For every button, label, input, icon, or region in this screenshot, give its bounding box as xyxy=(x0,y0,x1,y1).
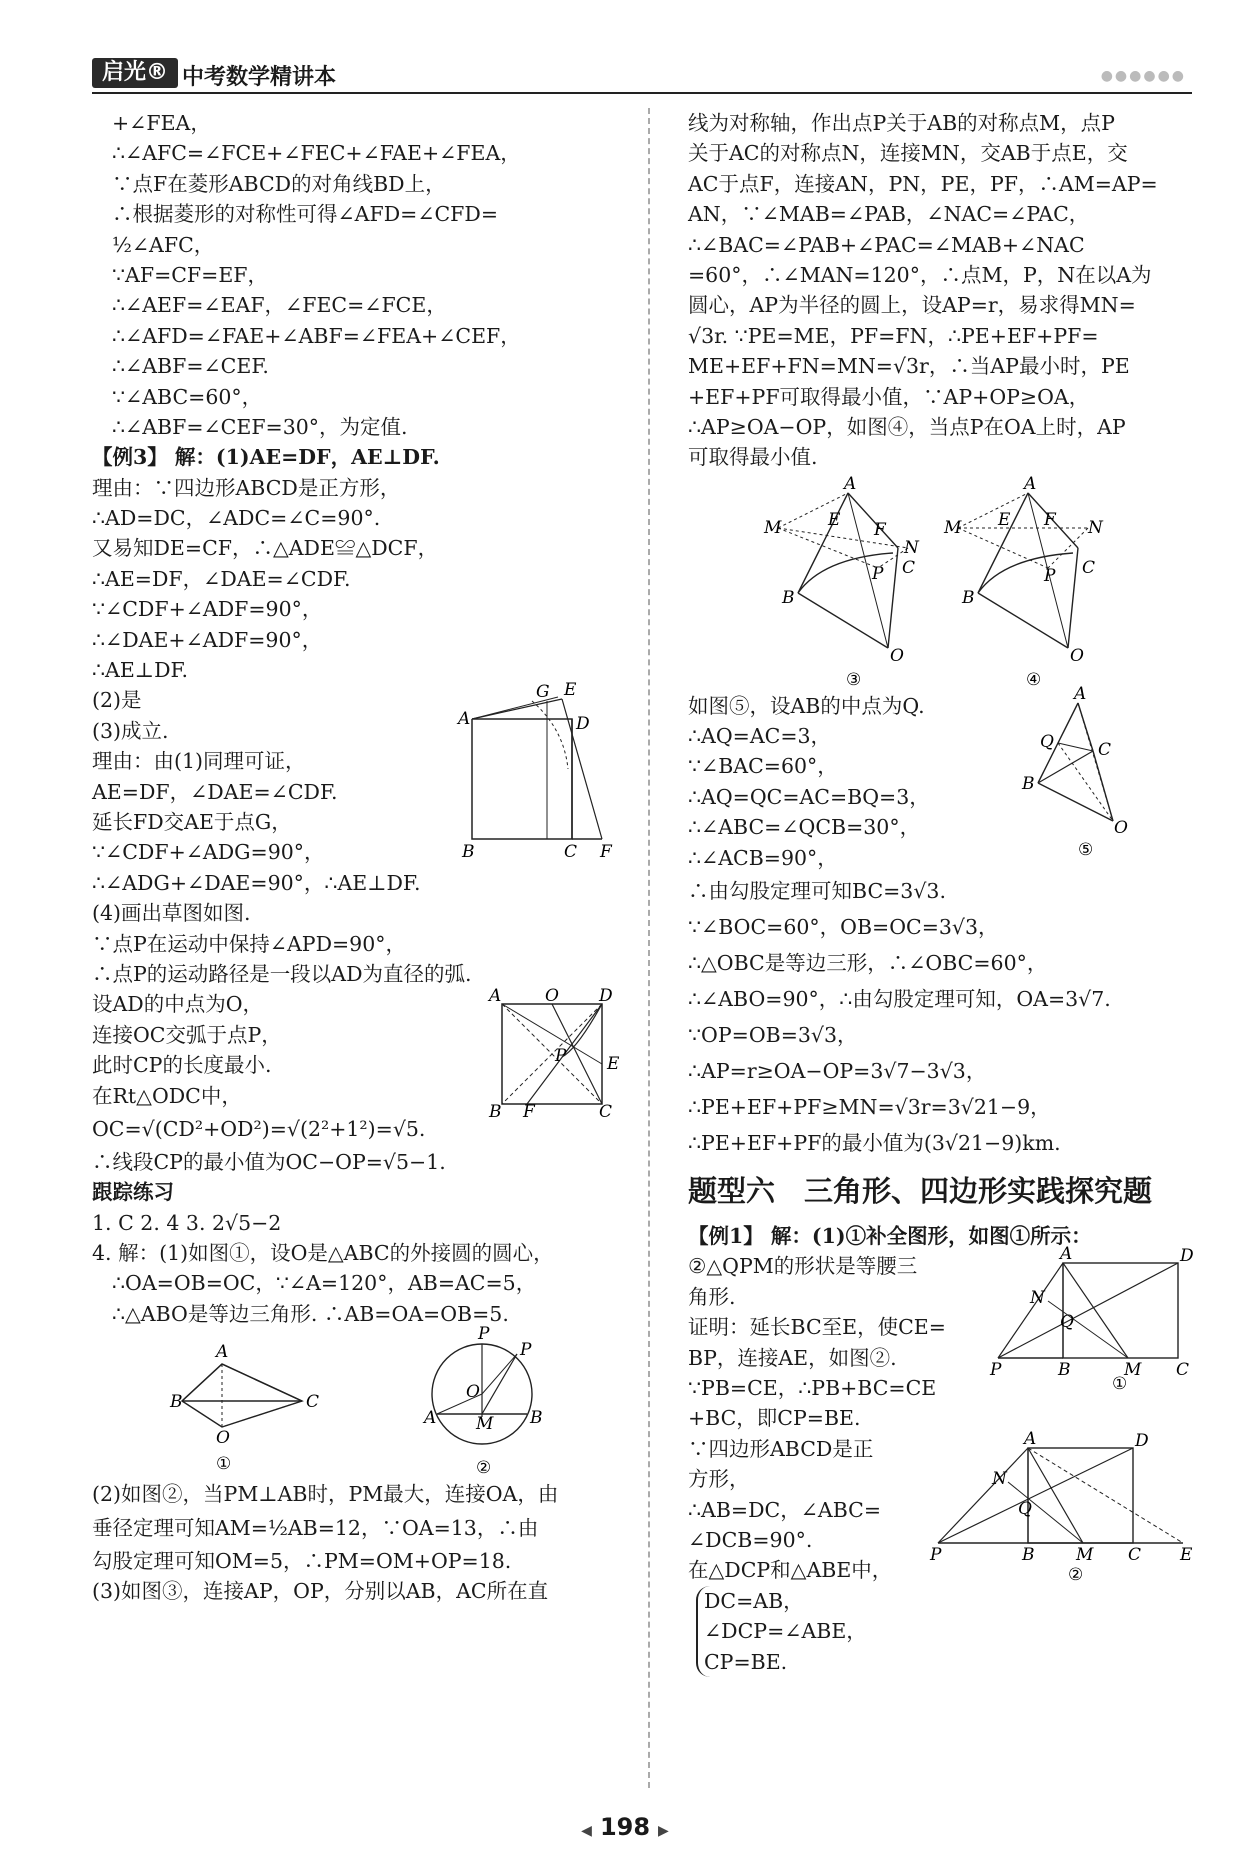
label-B: B xyxy=(782,587,795,608)
label-O: O xyxy=(466,1382,480,1403)
label-B: B xyxy=(962,587,975,608)
figure-3 xyxy=(764,473,938,690)
fig-caption-ex1-1: ① xyxy=(1112,1374,1128,1395)
label-P1: P xyxy=(478,1324,490,1345)
text-line: BP，连接AE，如图②. xyxy=(688,1345,897,1370)
label-P: P xyxy=(872,563,884,584)
figure-square-arc xyxy=(487,986,627,1123)
text-line: ∠DCP=∠ABE， xyxy=(704,1619,867,1644)
text-line: ∴∠ABF=∠CEF=30°，为定值. xyxy=(112,414,408,439)
publisher-logo: 启光® xyxy=(92,58,178,88)
text-line: 垂径定理可知AM=½AB=12，∵OA=13，∴由 xyxy=(92,1515,539,1540)
label-Q: Q xyxy=(1040,731,1054,752)
label-E: E xyxy=(564,680,577,701)
label-B: B xyxy=(170,1392,183,1413)
text-line: (3)成立. xyxy=(92,718,169,743)
label-A: A xyxy=(424,1408,437,1429)
text-line: 此时CP的长度最小. xyxy=(92,1053,272,1078)
label-C: C xyxy=(564,842,578,863)
figure-1-rhombus xyxy=(172,1339,342,1474)
label-P: P xyxy=(555,1046,567,1067)
label-G: G xyxy=(536,682,550,703)
text-line: 圆心，AP为半径的圆上，设AP=r，易求得MN= xyxy=(688,293,1136,318)
example-3-heading: 【例3】 解：(1)AE=DF，AE⊥DF. xyxy=(92,445,440,470)
label-Q: Q xyxy=(1018,1498,1032,1519)
text-line: ∵PB=CE，∴PB+BC=CE xyxy=(688,1375,937,1400)
label-O: O xyxy=(545,986,559,1007)
text-line: √3r. ∵PE=ME，PF=FN，∴PE+EF+PF= xyxy=(688,323,1099,348)
text-line: ∵∠ABC=60°， xyxy=(112,384,263,409)
text-line: ∴AE⊥DF. xyxy=(92,658,189,683)
text-line: ∴由勾股定理可知BC=3√3. xyxy=(688,879,946,904)
text-line: AC于点F，连接AN，PN，PE，PF，∴AM=AP= xyxy=(688,171,1158,196)
fig-caption-1: ① xyxy=(216,1454,232,1475)
fig-caption-5: ⑤ xyxy=(1078,839,1094,860)
label-O: O xyxy=(1114,817,1128,838)
fig-caption-ex1-2: ② xyxy=(1068,1564,1084,1585)
next-arrow-icon: ▶ xyxy=(658,1823,669,1839)
text-line: ∴PE+EF+PF的最小值为(3√21−9)km. xyxy=(688,1131,1061,1156)
text-line: 设AD的中点为O， xyxy=(92,992,264,1017)
label-E: E xyxy=(1180,1544,1193,1565)
label-P2: P xyxy=(520,1340,532,1361)
label-B: B xyxy=(1058,1360,1071,1381)
text-line: ∵∠BAC=60°， xyxy=(688,754,838,779)
label-O: O xyxy=(890,645,904,666)
text-line: 理由：由(1)同理可证， xyxy=(92,749,306,774)
text-line: 4. 解：(1)如图①，设O是△ABC的外接圆的圆心， xyxy=(92,1241,554,1266)
text-line: =60°，∴∠MAN=120°，∴点M，P，N在以A为 xyxy=(688,262,1152,287)
text-line: ∵四边形ABCD是正 xyxy=(688,1436,874,1461)
text-line: ∴PE+EF+PF≥MN=√3r=3√21−9， xyxy=(688,1095,1051,1120)
label-D: D xyxy=(1135,1430,1149,1451)
text-line: ∴AP=r≥OA−OP=3√7−3√3， xyxy=(688,1059,987,1084)
label-A: A xyxy=(1024,1428,1037,1449)
label-M: M xyxy=(944,517,962,538)
label-C: C xyxy=(1082,557,1096,578)
text-line: ∴AP≥OA−OP，如图④，当点P在OA上时，AP xyxy=(688,414,1126,439)
label-E: E xyxy=(607,1054,620,1075)
label-A: A xyxy=(1060,1244,1073,1265)
label-F: F xyxy=(874,519,886,540)
text-line: ∴∠AFC=∠FCE+∠FEC+∠FAE+∠FEA， xyxy=(112,141,521,166)
text-line: ∴OA=OB=OC，∵∠A=120°，AB=AC=5， xyxy=(112,1271,537,1296)
label-M: M xyxy=(1076,1544,1094,1565)
label-O: O xyxy=(1070,645,1084,666)
text-line: ∵∠CDF+∠ADF=90°， xyxy=(92,597,323,622)
text-line: ∴AQ=AC=3， xyxy=(688,724,832,749)
label-N: N xyxy=(992,1468,1007,1489)
label-F: F xyxy=(523,1102,535,1123)
text-line: ∴∠ABF=∠CEF. xyxy=(112,354,269,379)
label-B: B xyxy=(1022,1544,1035,1565)
text-line: (4)画出草图如图. xyxy=(92,901,251,926)
label-M: M xyxy=(476,1414,494,1435)
practice-title: 跟踪练习 xyxy=(92,1180,174,1205)
text-line: ∴∠ABC=∠QCB=30°， xyxy=(688,815,921,840)
text-line: 勾股定理可知OM=5，∴PM=OM+OP=18. xyxy=(92,1548,512,1573)
label-M: M xyxy=(1124,1360,1142,1381)
text-line: 角形. xyxy=(688,1284,736,1309)
text-line: +EF+PF可取得最小值，∵AP+OP≥OA， xyxy=(688,384,1090,409)
book-title: 中考数学精讲本 xyxy=(182,65,337,90)
text-line: ∴线段CP的最小值为OC−OP=√5−1. xyxy=(92,1149,446,1174)
text-line: OC=√(CD²+OD²)=√(2²+1²)=√5. xyxy=(92,1116,426,1141)
text-line: ∴∠ACB=90°， xyxy=(688,845,838,870)
text-line: 关于AC的对称点N，连接MN，交AB于点E，交 xyxy=(688,141,1128,166)
text-line: ∵点F在菱形ABCD的对角线BD上， xyxy=(112,171,446,196)
label-P: P xyxy=(930,1544,942,1565)
figure-2-circle xyxy=(422,1324,562,1479)
right-column xyxy=(688,108,1202,1677)
page-number: 198 xyxy=(599,1813,651,1841)
label-A: A xyxy=(489,986,502,1007)
text-line: +BC，即CP=BE. xyxy=(688,1406,861,1431)
text-line: +∠FEA， xyxy=(112,111,211,135)
text-line: 连接OC交弧于点P， xyxy=(92,1022,282,1047)
column-divider xyxy=(648,108,650,1788)
label-N: N xyxy=(1088,517,1103,538)
text-line: ∴AD=DC，∠ADC=∠C=90°. xyxy=(92,506,381,531)
text-line: 1. C 2. 4 3. 2√5−2 xyxy=(92,1210,282,1235)
label-A: A xyxy=(1074,683,1087,704)
label-D: D xyxy=(1180,1246,1194,1267)
label-N: N xyxy=(904,537,919,558)
label-C: C xyxy=(1128,1544,1142,1565)
label-P: P xyxy=(1044,565,1056,586)
left-column xyxy=(92,108,632,1606)
text-line: 又易知DE=CF，∴△ADE≌△DCF， xyxy=(92,536,439,561)
text-line: ∴△OBC是等边三形，∴∠OBC=60°， xyxy=(688,951,1048,976)
label-C: C xyxy=(902,557,916,578)
figure-1-square-ex1 xyxy=(988,1244,1198,1395)
label-C: C xyxy=(1176,1360,1190,1381)
label-A: A xyxy=(216,1342,229,1363)
text-line: ½∠AFC， xyxy=(112,232,215,257)
label-M: M xyxy=(764,517,782,538)
text-line: ∴∠AFD=∠FAE+∠ABF=∠FEA+∠CEF， xyxy=(112,323,521,348)
label-D: D xyxy=(599,986,613,1007)
text-line: AN，∵∠MAB=∠PAB，∠NAC=∠PAC， xyxy=(688,202,1090,227)
text-line: ∵∠BOC=60°，OB=OC=3√3， xyxy=(688,915,999,940)
text-line: ∴∠DAE+∠ADF=90°， xyxy=(92,627,323,652)
figure-2-square-ex1 xyxy=(928,1428,1198,1585)
label-N: N xyxy=(1030,1288,1045,1309)
figure-4 xyxy=(944,473,1118,690)
text-line: (3)如图③，连接AP，OP，分别以AB，AC所在直 xyxy=(92,1579,549,1604)
label-A: A xyxy=(844,473,857,494)
label-D: D xyxy=(576,714,590,735)
text-line: ∴根据菱形的对称性可得∠AFD=∠CFD= xyxy=(112,202,499,227)
text-line: 在△DCP和△ABE中， xyxy=(688,1558,893,1583)
system-brace xyxy=(696,1586,1202,1677)
label-B: B xyxy=(1022,773,1035,794)
figure-square-ex3 xyxy=(452,680,622,863)
header-decoration: ●●●●●● xyxy=(1100,68,1186,84)
text-line: ME+EF+FN=MN=√3r，∴当AP最小时，PE xyxy=(688,354,1130,379)
text-line: 方形， xyxy=(688,1467,750,1492)
text-line: ∴∠BAC=∠PAB+∠PAC=∠MAB+∠NAC xyxy=(688,232,1085,257)
text-line: ∵AF=CF=EF， xyxy=(112,262,269,287)
label-A: A xyxy=(458,709,471,730)
label-C: C xyxy=(599,1102,613,1123)
text-line: ∴AB=DC，∠ABC= xyxy=(688,1497,881,1522)
text-line: ∴∠AEF=∠EAF，∠FEC=∠FCE， xyxy=(112,293,447,318)
text-line: 理由：∵四边形ABCD是正方形， xyxy=(92,475,401,500)
text-line: 如图⑤，设AB的中点为Q. xyxy=(688,693,925,718)
prev-arrow-icon: ◀ xyxy=(581,1823,592,1839)
label-B: B xyxy=(530,1408,543,1429)
example-1-heading: 【例1】 解：(1)①补全图形，如图①所示： xyxy=(688,1224,1092,1249)
label-A: A xyxy=(1024,473,1037,494)
label-C: C xyxy=(306,1392,320,1413)
label-B: B xyxy=(489,1102,502,1123)
text-line: CP=BE. xyxy=(704,1649,788,1674)
text-line: ∵OP=OB=3√3， xyxy=(688,1023,858,1048)
label-B: B xyxy=(462,842,475,863)
fig-caption-3: ③ xyxy=(846,669,862,690)
text-line: ②△QPM的形状是等腰三 xyxy=(688,1254,918,1279)
figure-5 xyxy=(1018,683,1128,861)
label-F: F xyxy=(600,842,612,863)
text-line: ∵点P在运动中保持∠APD=90°， xyxy=(92,931,407,956)
label-Q: Q xyxy=(1060,1312,1074,1333)
section-title: 题型六 三角形、四边形实践探究题 xyxy=(688,1174,1153,1209)
fig-caption-4: ④ xyxy=(1026,669,1042,690)
text-line: (2)如图②，当PM⊥AB时，PM最大，连接OA，由 xyxy=(92,1482,559,1507)
label-O: O xyxy=(216,1428,230,1449)
page-header xyxy=(92,58,1192,94)
text-line: ∴∠ABO=90°，∴由勾股定理可知，OA=3√7. xyxy=(688,987,1111,1012)
text-line: ∴点P的运动路径是一段以AD为直径的弧. xyxy=(92,961,472,986)
label-P: P xyxy=(990,1360,1002,1381)
label-E: E xyxy=(998,509,1011,530)
text-line: ∴AE=DF，∠DAE=∠CDF. xyxy=(92,566,351,591)
text-line: DC=AB， xyxy=(704,1588,804,1613)
text-line: 在Rt△ODC中， xyxy=(92,1083,242,1108)
text-line: 延长FD交AE于点G， xyxy=(92,809,292,834)
label-F: F xyxy=(1044,509,1056,530)
text-line: ∴AQ=QC=AC=BQ=3， xyxy=(688,784,930,809)
text-line: ∵∠CDF+∠ADG=90°， xyxy=(92,840,325,865)
page-footer xyxy=(0,1813,1250,1841)
text-line: AE=DF，∠DAE=∠CDF. xyxy=(92,779,338,804)
text-line: 可取得最小值. xyxy=(688,445,818,470)
text-line: (2)是 xyxy=(92,688,142,713)
text-line: ∠DCB=90°. xyxy=(688,1527,813,1552)
text-line: ∴△ABO是等边三角形. ∴AB=OA=OB=5. xyxy=(112,1301,509,1326)
text-line: 证明：延长BC至E，使CE= xyxy=(688,1315,946,1340)
text-line: 线为对称轴，作出点P关于AB的对称点M，点P xyxy=(688,111,1115,135)
label-E: E xyxy=(828,509,841,530)
label-C: C xyxy=(1098,739,1112,760)
fig-caption-2: ② xyxy=(476,1458,492,1479)
text-line: ∴∠ADG+∠DAE=90°，∴AE⊥DF. xyxy=(92,870,421,895)
